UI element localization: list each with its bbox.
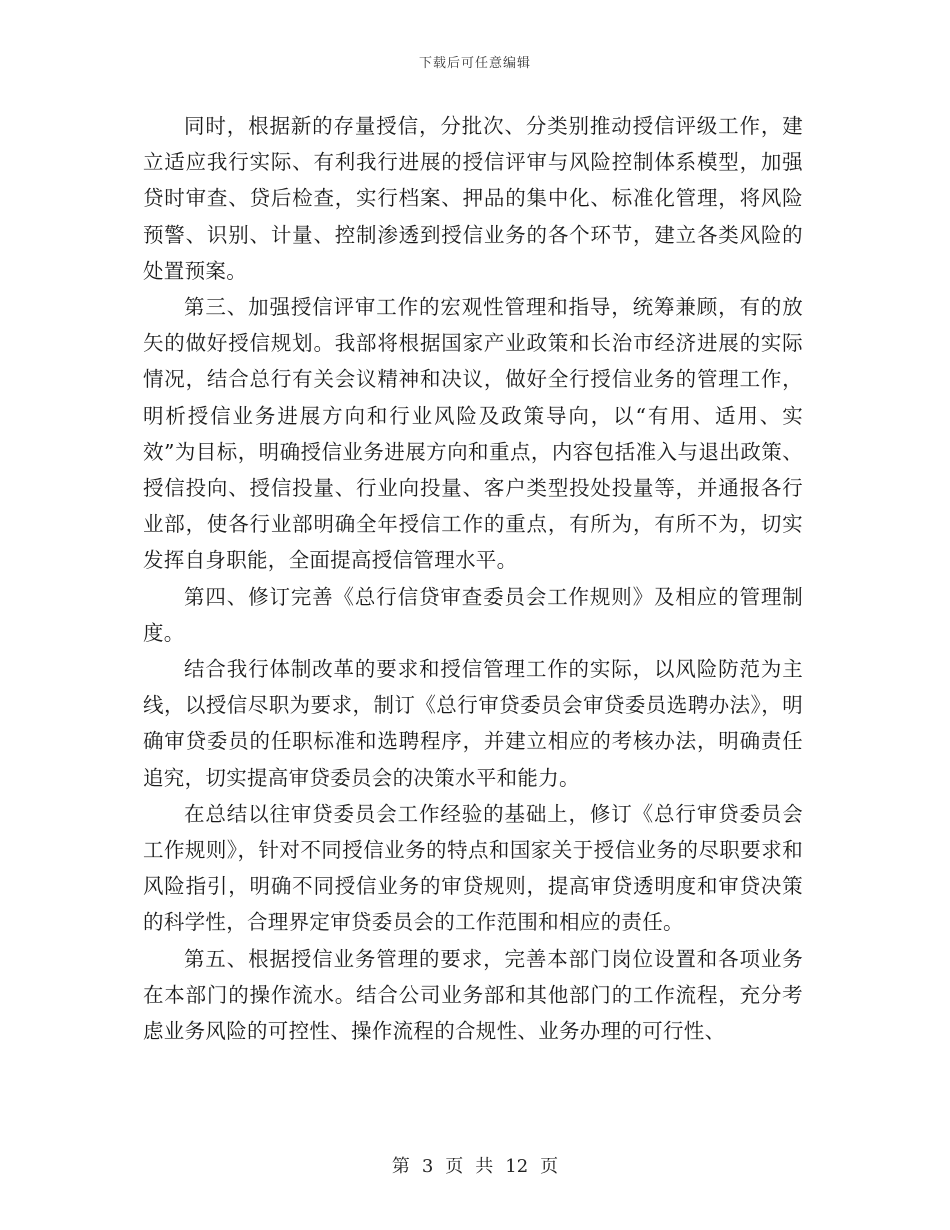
paragraph: 在总结以往审贷委员会工作经验的基础上，修订《总行审贷委员会工作规则》，针对不同授信业务的特点和国家关于授信业务的尽职要求和风险指引，明确不同授信业务的审贷规则，提高审贷透明度和审贷决策的科学性，合理界定审贷委员会的工作范围和相应的责任。 [143, 801, 803, 935]
page-label-suffix: 页 [540, 1156, 559, 1177]
page-label-total-prefix: 共 [475, 1156, 494, 1177]
document-body [143, 108, 803, 1049]
paragraph: 第四、修订完善《总行信贷审查委员会工作规则》及相应的管理制度。 [143, 584, 803, 645]
current-page-number: 3 [421, 1156, 434, 1177]
paragraph: 同时，根据新的存量授信，分批次、分类别推动授信评级工作，建立适应我行实际、有利我行进展的授信评审与风险控制体系模型，加强贷时审查、贷后检查，实行档案、押品的集中化、标准化管理，将风险预警、识别、计量、控制渗透到授信业务的各个环节，建立各类风险的处置预案。 [143, 114, 803, 283]
page-header-note: 下载后可任意编辑 [418, 56, 531, 71]
paragraph: 结合我行体制改革的要求和授信管理工作的实际，以风险防范为主线，以授信尽职为要求，制订《总行审贷委员会审贷委员选聘办法》，明确审贷委员的任职标准和选聘程序，并建立相应的考核办法，明确责任追究，切实提高审贷委员会的决策水平和能力。 [143, 657, 803, 790]
page-number-footer [0, 1152, 950, 1178]
page-label-middle: 页 [445, 1156, 464, 1177]
paragraph: 第三、加强授信评审工作的宏观性管理和指导，统筹兼顾，有的放矢的做好授信规划。我部将根据国家产业政策和长治市经济进展的实际情况，结合总行有关会议精神和决议，做好全行授信业务的管理工作，明析授信业务进展方向和行业风险及政策导向，以“有用、适用、实效”为目标，明确授信业务进展方向和重点，内容包括准入与退出政策、授信投向、授信投量、行业向投量、客户类型投处投量等，并通报各行业部，使各行业部明确全年授信工作的重点，有所为，有所不为，切实发挥自身职能，全面提高授信管理水平。 [143, 295, 803, 573]
paragraph: 第五、根据授信业务管理的要求，完善本部门岗位设置和各项业务在本部门的操作流水。结合公司业务部和其他部门的工作流程，充分考虑业务风险的可控性、操作流程的合规性、业务办理的可行性、 [143, 946, 803, 1044]
total-page-count: 12 [505, 1156, 529, 1177]
page-label-prefix: 第 [391, 1156, 410, 1177]
